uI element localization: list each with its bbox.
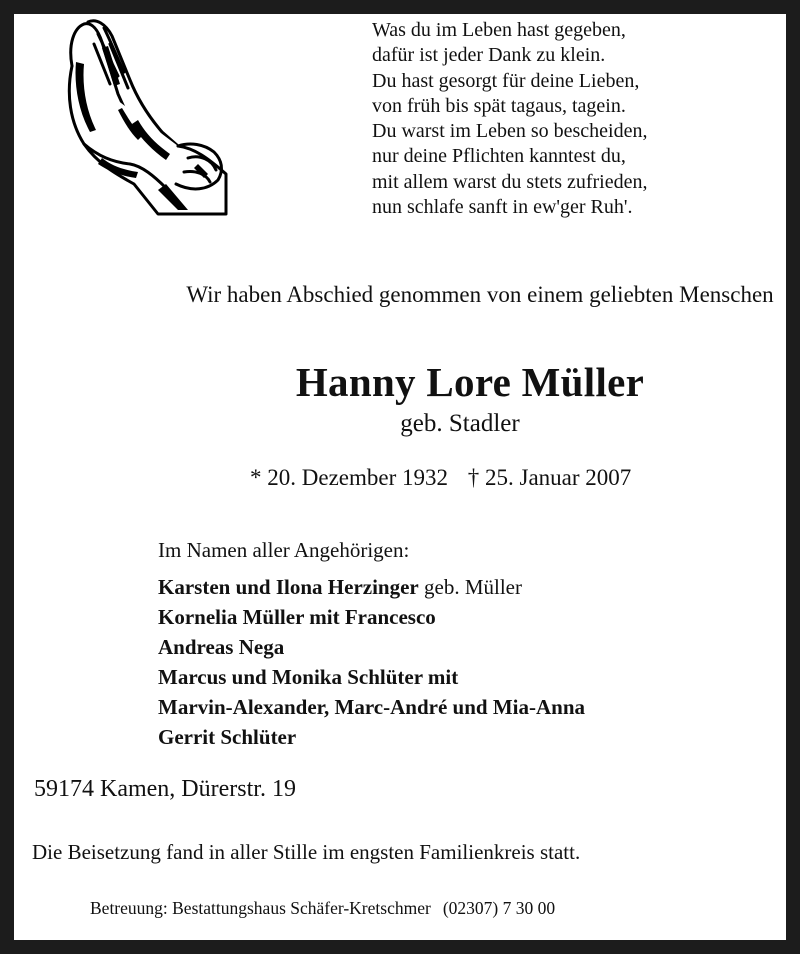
life-dates [250, 465, 631, 491]
relative-line: Andreas Nega [158, 635, 285, 659]
relative-line: Gerrit Schlüter [158, 725, 297, 749]
poem-line: dafür ist jeder Dank zu klein. [372, 44, 606, 67]
undertaker-label: Betreuung: Bestattungshaus Schäfer-Kretschmer [90, 898, 431, 918]
poem-line: mit allem warst du stets zufrieden, [372, 170, 648, 193]
poem-line: Du warst im Leben so bescheiden, [372, 120, 648, 143]
poem-line: Du hast gesorgt für deine Lieben, [372, 69, 640, 92]
relative-line: Marcus und Monika Schlüter mit [158, 665, 459, 689]
birth-date: * 20. Dezember 1932 [250, 465, 448, 490]
funeral-note: Die Beisetzung fand in aller Stille im engsten Familienkreis statt. [32, 840, 581, 864]
farewell-text: Wir haben Abschied genommen von einem geliebten Menschen [186, 282, 774, 307]
poem-line: von früh bis spät tagaus, tagein. [372, 94, 626, 117]
praying-hands-icon [58, 14, 228, 219]
deceased-name: Hanny Lore Müller [295, 359, 645, 405]
relatives-list [158, 572, 585, 752]
death-date: † 25. Januar 2007 [467, 465, 632, 490]
relative-line: Marvin-Alexander, Marc-André und Mia-Anna [158, 695, 585, 719]
poem-line: nur deine Pflichten kanntest du, [372, 145, 626, 168]
address: 59174 Kamen, Dürerstr. 19 [34, 776, 296, 802]
maiden-name: geb. Stadler [400, 410, 520, 437]
relative-line: Kornelia Müller mit Francesco [158, 605, 436, 629]
poem-line: Was du im Leben hast gegeben, [372, 19, 626, 41]
poem-line: nun schlafe sanft in ew'ger Ruh'. [372, 196, 633, 219]
undertaker-phone: (02307) 7 30 00 [442, 898, 556, 918]
relative-line: Karsten und Ilona Herzinger geb. Müller [158, 575, 522, 599]
poem [372, 18, 772, 220]
relatives-intro: Im Namen aller Angehörigen: [158, 538, 410, 562]
undertaker [90, 898, 555, 919]
